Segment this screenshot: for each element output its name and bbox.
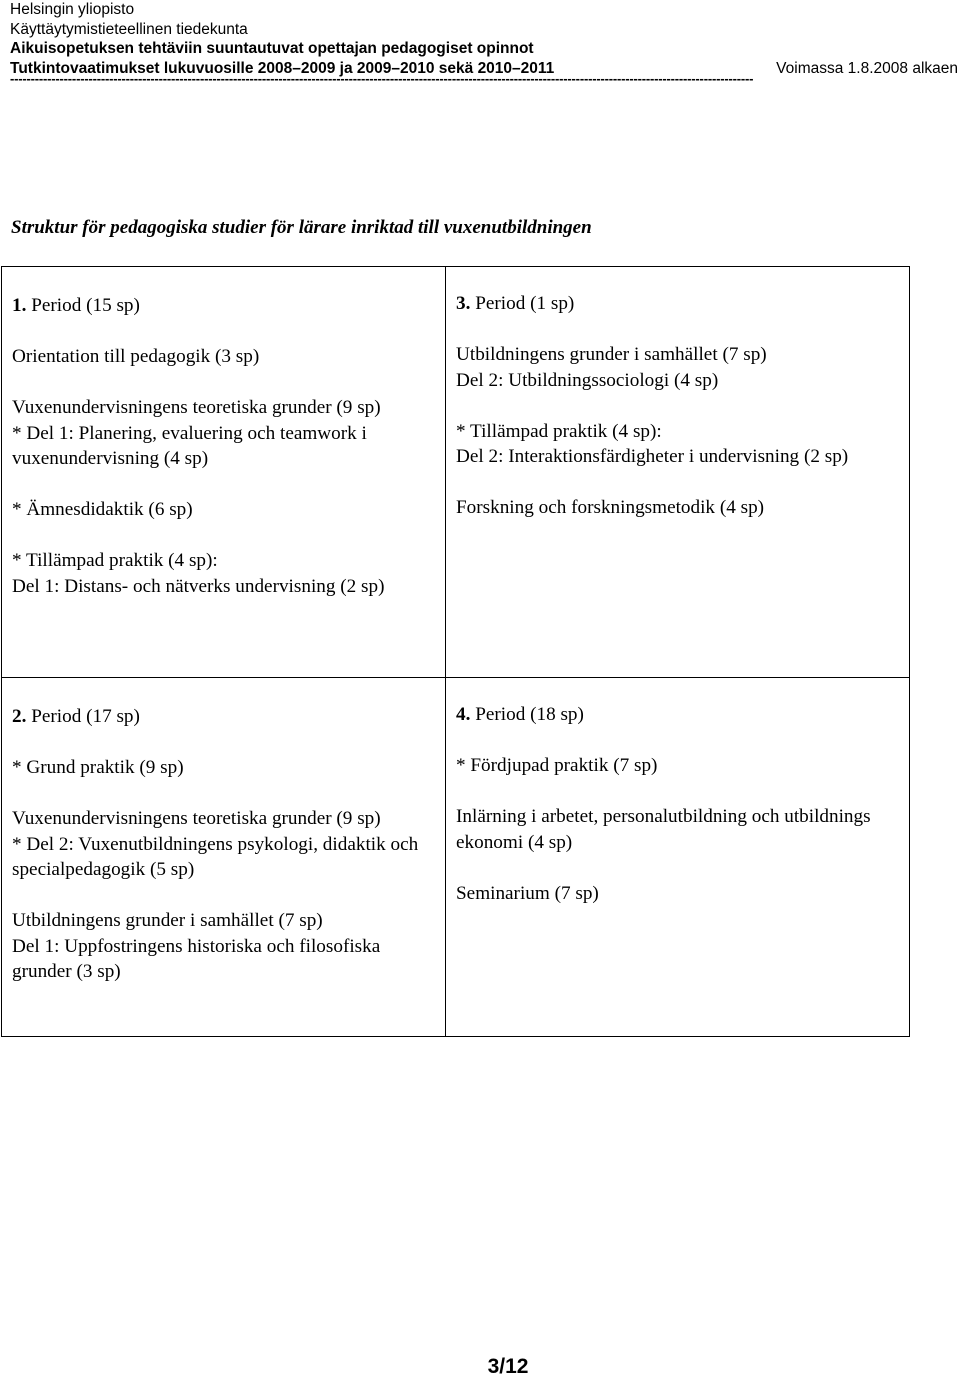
document-header [10,0,958,78]
period-2-basic-practice: * Grund praktik (9 sp) [12,757,184,778]
period-2-society-course: Utbildningens grunder i samhället (7 sp) [12,910,323,931]
period-1-orientation: Orientation till pedagogik (3 sp) [12,346,260,367]
requirements-title: Tutkintovaatimukset lukuvuosille 2008–2009 ja 2009–2010 sekä 2010–2011 [10,59,555,77]
period-1-number: 1. [12,295,27,316]
period-4-seminar: Seminarium (7 sp) [456,882,599,904]
period-2-heading [12,704,437,730]
period-1-theory [12,395,437,472]
period-4-number: 4. [456,704,471,725]
faculty-name: Käyttäytymistieteellinen tiedekunta [10,20,248,38]
period-3-cell [446,267,910,678]
page-title: Struktur för pedagogiska studier för lärare inriktad till vuxenutbildningen [11,217,592,238]
table-row [2,267,910,678]
period-1-theory-course: Vuxenundervisningens teoretiska grunder (9 sp) [12,397,381,418]
period-3-research: Forskning och forskningsmetodik (4 sp) [456,497,765,518]
period-3-number: 3. [456,293,471,314]
period-4-advanced-practice: * Fördjupad praktik (7 sp) [456,755,658,776]
period-1-heading [12,293,437,319]
period-1-cell [2,267,446,678]
study-structure-table [1,266,910,1037]
period-2-society-part: Del 1: Uppfostringens historiska och filosofiska grunder (3 sp) [12,935,381,982]
period-3-heading [456,291,901,317]
period-1-theory-part: * Del 1: Planering, evaluering och teamwork i vuxenundervisning (4 sp) [12,422,367,469]
period-1-title: Period (15 sp) [26,295,140,316]
period-1-practice-course: * Tillämpad praktik (4 sp): [12,550,218,571]
header-separator [10,76,956,82]
period-3-society-course: Utbildningens grunder i samhället (7 sp) [456,344,767,365]
period-2-number: 2. [12,706,27,727]
period-4-cell [446,678,910,1037]
period-3-practice-part: Del 2: Interaktionsfärdigheter i undervisning (2 sp) [456,446,849,467]
period-2-theory [12,806,437,883]
period-4-title: Period (18 sp) [470,704,584,725]
period-2-theory-course: Vuxenundervisningens teoretiska grunder (9 sp) [12,808,381,829]
table-row [2,678,910,1037]
page-number: 3/12 [487,1355,529,1378]
period-4-heading [456,702,901,728]
period-2-theory-part: * Del 2: Vuxenutbildningens psykologi, didaktik och specialpedagogik (5 sp) [12,833,419,880]
program-name: Aikuisopetuksen tehtäviin suuntautuvat opettajan pedagogiset opinnot [10,40,534,57]
period-3-practice [456,419,901,470]
validity-note: Voimassa 1.8.2008 alkaen [776,59,958,77]
period-3-society [456,342,901,393]
period-3-society-part: Del 2: Utbildningssociologi (4 sp) [456,369,719,391]
period-1-practice [12,548,437,599]
period-2-society [12,908,437,985]
period-1-didactics: * Ämnesdidaktik (6 sp) [12,499,193,520]
period-3-title: Period (1 sp) [470,293,575,314]
period-2-title: Period (17 sp) [26,706,140,727]
period-4-learning: Inlärning i arbetet, personalutbildning och utbildnings ekonomi (4 sp) [456,806,871,853]
period-3-practice-course: * Tillämpad praktik (4 sp): [456,420,662,442]
period-1-practice-part: Del 1: Distans- och nätverks undervisning (2 sp) [12,575,385,597]
university-name: Helsingin yliopisto [10,1,135,18]
period-2-cell [2,678,446,1037]
